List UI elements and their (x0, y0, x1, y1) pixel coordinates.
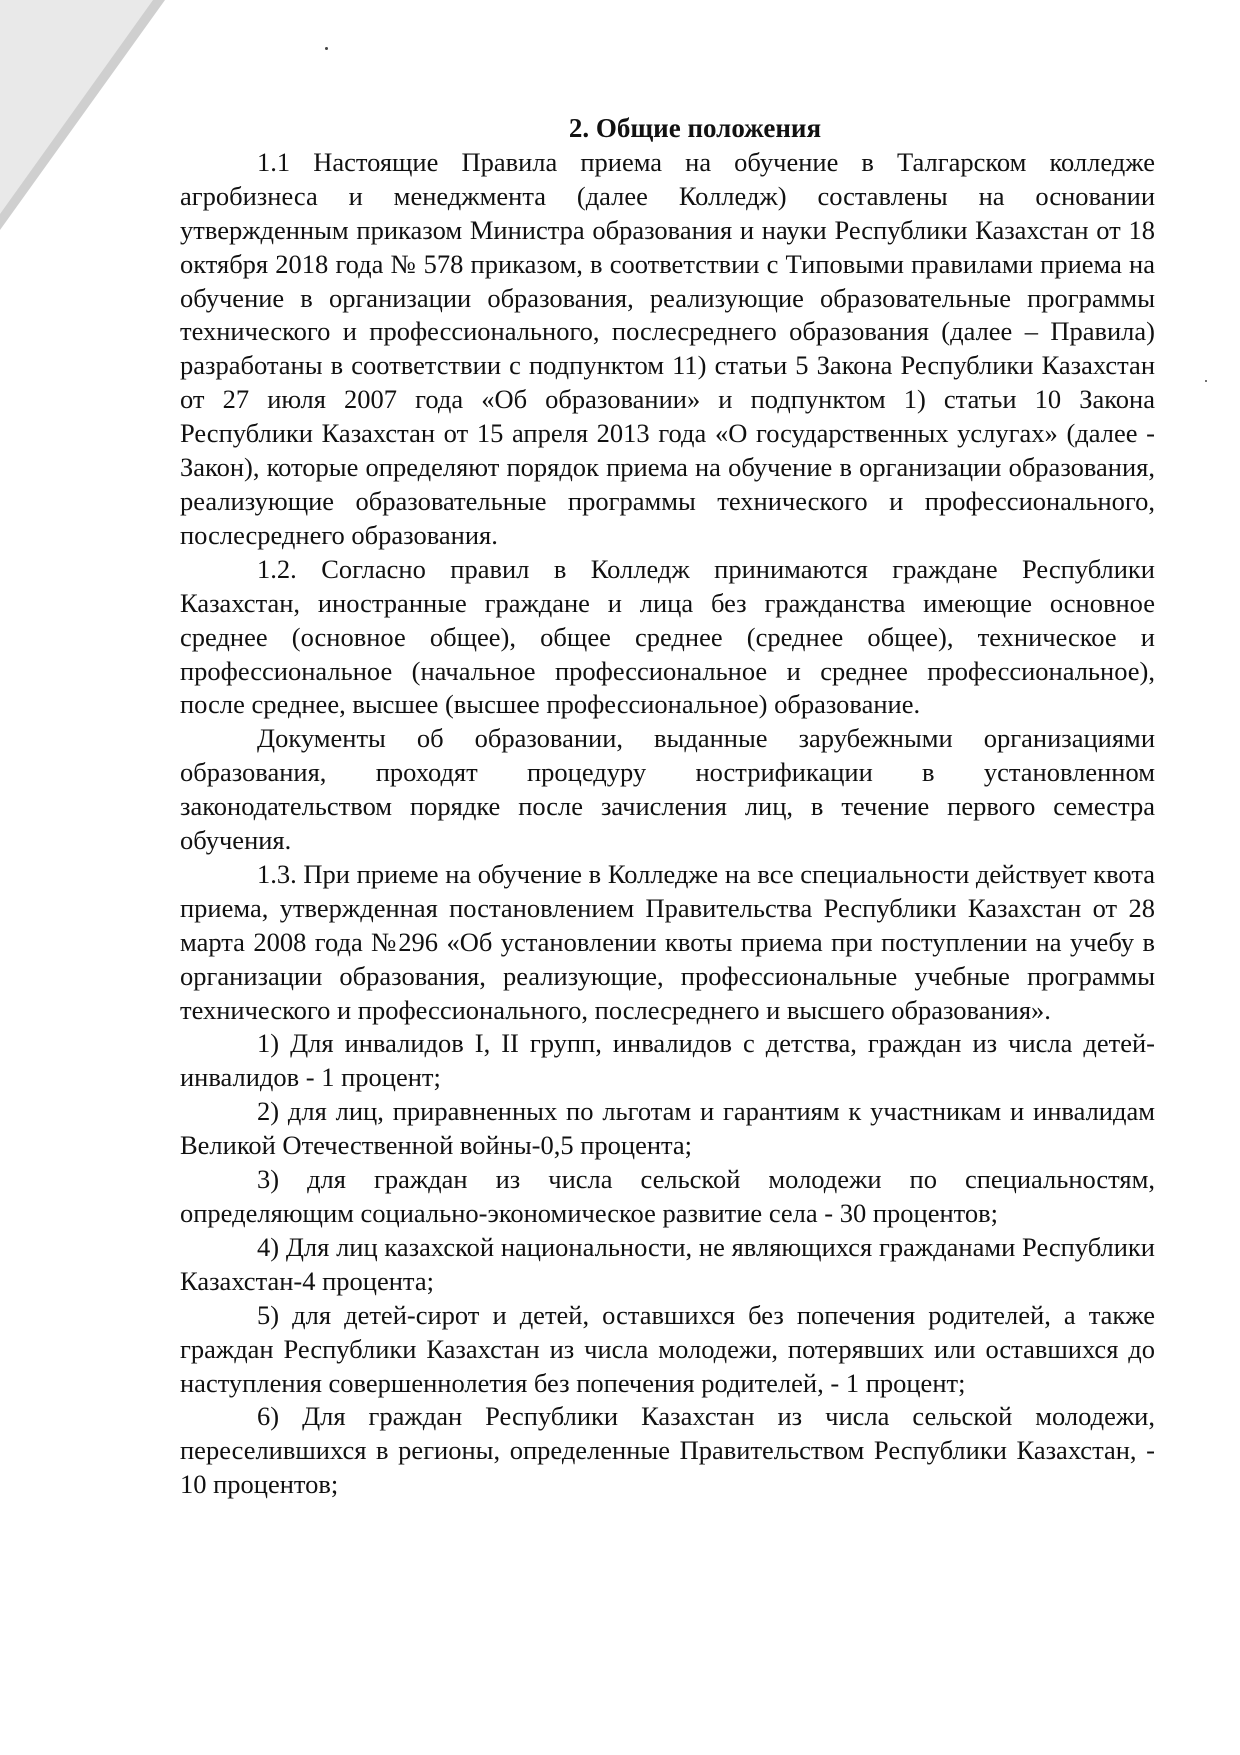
list-item-quota-2: 2) для лиц, приравненных по льготам и гарантиям к участникам и инвалидам Великой Отечественной войны-0,5 процента; (180, 1096, 1155, 1161)
list-item-quota-3: 3) для граждан из числа сельской молодежи по специальностям, определяющим социально-экономическое развитие села - 30 процентов; (180, 1164, 1155, 1228)
paragraph-nostrification: Документы об образовании, выданные зарубежными организациями образования, проходят процедуру нострификации в установленном законодательством порядке после зачисления лиц, в течение первого семестра обучения. (180, 723, 1155, 856)
section-heading: 2. Общие положения (568, 113, 822, 143)
folded-corner-inner (0, 0, 153, 214)
scan-speck (325, 47, 328, 50)
scan-speck (1205, 380, 1207, 382)
document-body (180, 112, 1155, 1502)
paragraph-1-3: 1.3. При приеме на обучение в Колледже на все специальности действует квота приема, утвержденная постановлением Правительства Республики Казахстан от 28 марта 2008 года №296 «Об установлении квоты приема при поступлении на учебу в организации образования, реализующие, профессиональные учебные программы технического и профессионального, послесреднего и высшего образования». (180, 858, 1155, 1025)
list-item-quota-5: 5) для детей-сирот и детей, оставшихся без попечения родителей, а также граждан Республики Казахстан из числа молодежи, потерявших или оставшихся до наступления совершеннолетия без попечения родителей, - 1 процент; (180, 1299, 1155, 1398)
paragraph-1-2: 1.2. Согласно правил в Колледж принимаются граждане Республики Казахстан, иностранные граждане и лица без гражданства имеющие основное среднее (основное общее), общее среднее (среднее общее), техническое и профессиональное (начальное профессиональное и среднее профессиональное), после среднее, высшее (высшее профессиональное) образование. (180, 553, 1155, 720)
list-item-quota-1: 1) Для инвалидов I, II групп, инвалидов с детства, граждан из числа детей-инвалидов - 1 процент; (180, 1028, 1155, 1093)
paragraph-1-1: 1.1 Настоящие Правила приема на обучение в Талгарском колледже агробизнеса и менеджмента (далее Колледж) составлены на основании утвержденным приказом Министра образования и науки Республики Казахстан от 18 октября 2018 года № 578 приказом, в соответствии с Типовыми правилами приема на обучение в организации образования, реализующие образовательные программы технического и профессионального, послесреднего образования (далее – Правила) разработаны в соответствии с подпунктом 11) статьи 5 Закона Республики Казахстан от 27 июля 2007 года «Об образовании» и подпунктом 1) статьи 10 Закона Республики Казахстан от 15 апреля 2013 года «О государственных услугах» (далее - Закон), которые определяют порядок приема на обучение в организации образования, реализующие образовательные программы технического и профессионального, послесреднего образования. (180, 146, 1155, 550)
list-item-quota-4: 4) Для лиц казахской национальности, не являющихся гражданами Республики Казахстан-4 процента; (180, 1231, 1155, 1296)
list-item-quota-6: 6) Для граждан Республики Казахстан из числа сельской молодежи, переселившихся в регионы, определенные Правительством Республики Казахстан, - 10 процентов; (180, 1401, 1155, 1500)
